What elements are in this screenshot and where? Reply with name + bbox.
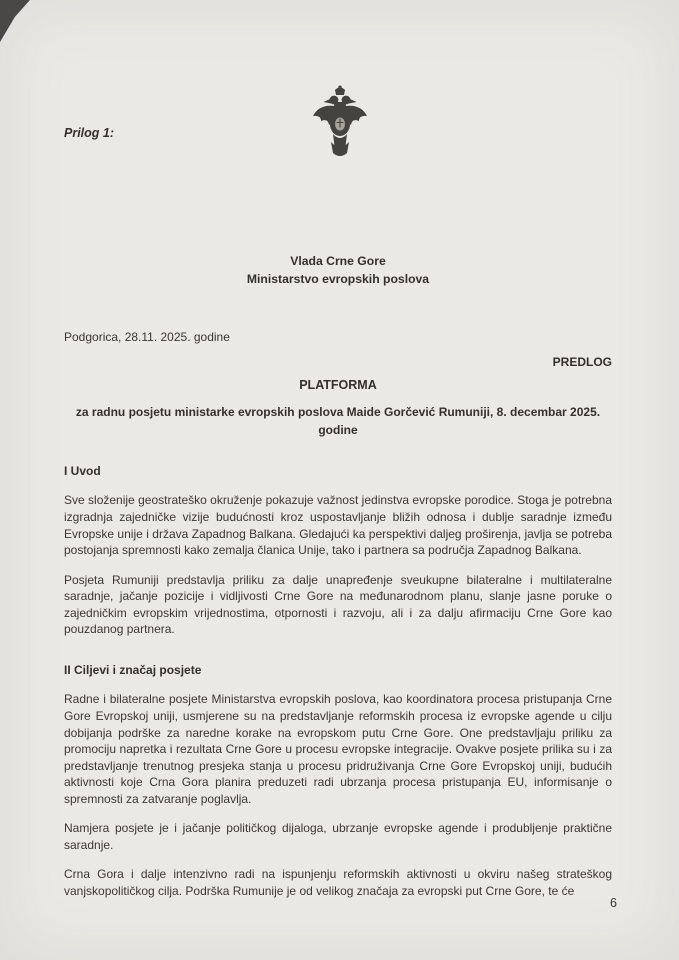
montenegro-coat-of-arms-icon — [309, 84, 371, 169]
institution-name: Vlada Crne Gore — [290, 254, 386, 268]
section-heading-uvod: I Uvod — [64, 463, 101, 478]
department-name: Ministarstvo evropskih poslova — [246, 272, 430, 287]
scan-corner-artifact — [0, 0, 30, 42]
document-subtitle: za radnu posjetu ministarke evropskih poslova Maide Gorčević Rumuniji, 8. decembar 2025. godine — [75, 404, 601, 437]
dateline: Podgorica, 28.11. 2025. godine — [64, 329, 230, 344]
paragraph: Namjera posjete je i jačanje političkog dijaloga, ubrzanje evropske agende i produbljenje praktične saradnje. — [64, 821, 612, 852]
section-heading-ciljevi: II Ciljevi i značaj posjete — [64, 662, 202, 677]
doc-type-label: PREDLOG — [552, 355, 612, 370]
paragraph: Posjeta Rumuniji predstavlja priliku za dalje unapređenje sveukupne bilateralne i multilateralne saradnje, jačanje pozicije i vidljivosti Crne Gore na međunarodnom planu, slanje jasne poruke o zajedničkim evropskim vrijednostima, otpornosti i razvoju, ali i za dalju afirmaciju Crne Gore kao pouzdanog partnera. — [64, 572, 612, 637]
document-content — [64, 252, 612, 899]
attachment-label: Prilog 1: — [64, 126, 115, 140]
paragraph: Radne i bilateralne posjete Ministarstva evropskih poslova, kao koordinatora procesa pristupanja Crne Gore Evropskoj uniji, usmjerene su na predstavljanje reformskih procesa iz evropske agende u cilju dobijanja podrške za naredne korake na evropskom putu Crne Gore. One predstavljaju priliku za promociju napretka i rezultata Crne Gore u procesu evropske integracije. Ovakve posjete prilika su i za predstavljanje trenutnog presjeka stanja u procesu pridruživanja Crne Gore Evropskoj uniji, budućih aktivnosti koje Crna Gora planira preduzeti radi ubrzanja procesa pristupanja EU, informisanje o spremnosti za zatvaranje poglavlja. — [64, 692, 612, 806]
paragraph: Crna Gora i dalje intenzivno radi na ispunjenju reformskih aktivnosti u okviru našeg strateškog vanjskopolitičkog cilja. Podrška Rumunije je od velikog značaja za evropski put Crne Gore, te će — [64, 867, 612, 898]
paragraph: Sve složenije geostrateško okruženje pokazuje važnost jedinstva evropske porodice. Stoga je potrebna izgradnja zajedničke vizije budućnosti kroz uspostavljanje bližih odnosa i dublje saradnje između Evropske unije i država Zapadnog Balkana. Gledajući ka perspektivi daljeg proširenja, javlja se potreba postojanja spremnosti kako zemalja članica Unije, tako i partnera sa područja Zapadnog Balkana. — [64, 493, 612, 558]
page-number: 6 — [610, 896, 617, 910]
document-title: PLATFORMA — [299, 377, 377, 392]
